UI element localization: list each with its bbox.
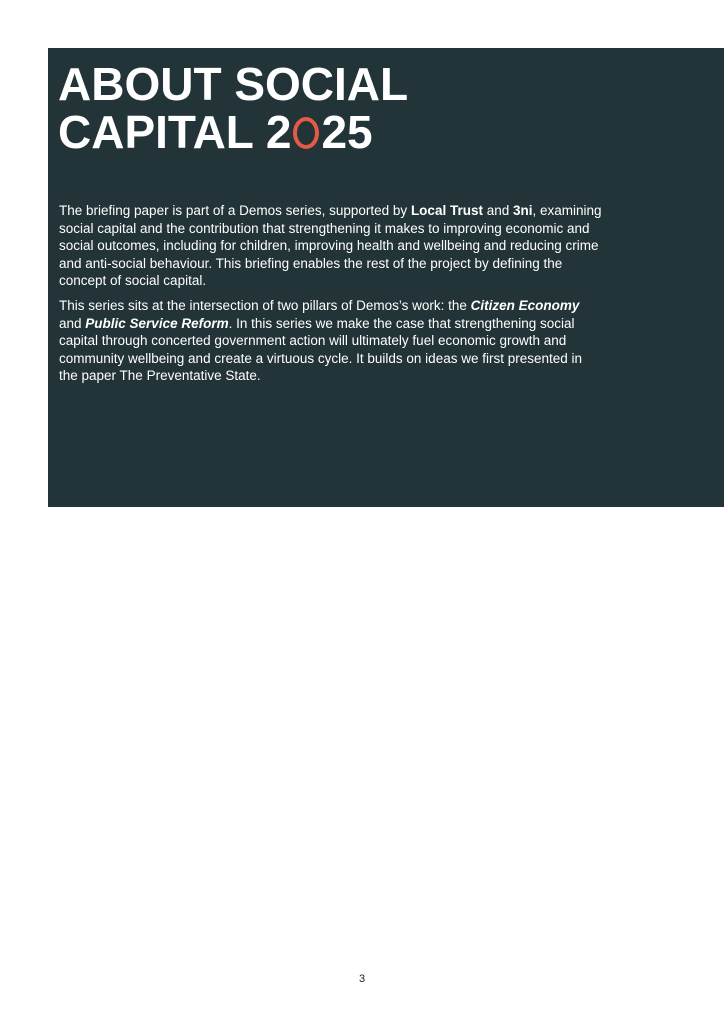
page-number: 3 [358,973,366,985]
citizen-economy-term: Citizen Economy [470,297,580,313]
title-line-2-end: 25 [321,106,373,158]
title-line-2-start: CAPITAL 2 [58,106,292,158]
paragraph-1-text-a: The briefing paper is part of a Demos series, supported by [59,203,411,218]
3ni-name: 3ni [512,203,533,218]
paragraph-1-text-c: , examining social capital and the contribution that strengthening it makes to improving economic and social outcomes, including for children, improving health and wellbeing and reducing crime and anti-social behaviour. This briefing enables the rest of the project by defining the concept of social capital. [59,203,602,289]
page-title [58,60,408,156]
body-text [59,202,604,392]
zero-ring-icon [293,117,319,149]
paragraph-1-text-b: and [482,203,513,218]
title-line-1: ABOUT SOCIAL [58,58,409,110]
paragraph-2-text-a: This series sits at the intersection of two pillars of Demos’s work: the [59,297,471,313]
paragraph-2-text-c: . In this series we make the case that strengthening social capital through concerted government action will ultimately fuel economic growth and community wellbeing and create a virtuous cycle. It builds on ideas we first presented in the paper The Preventative State. [59,315,583,384]
paragraph-1 [59,202,604,290]
paragraph-2 [59,297,604,385]
title-line-2 [58,108,408,156]
public-service-reform-term: Public Service Reform [85,315,229,331]
paragraph-2-text-b: and [59,315,86,331]
local-trust-name: Local Trust [410,203,483,218]
